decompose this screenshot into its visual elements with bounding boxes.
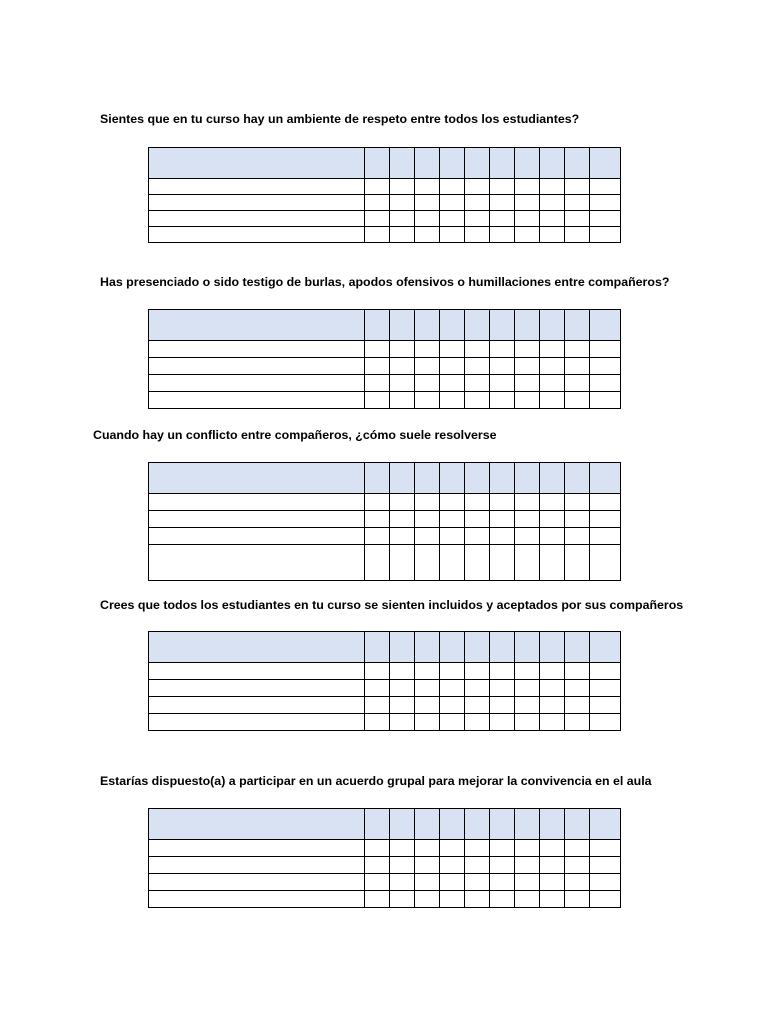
table-row: [149, 195, 621, 211]
response-table-5: [148, 808, 621, 908]
question-2-text: Has presenciado o sido testigo de burlas, apodos ofensivos o humillaciones entre compañeros?: [100, 275, 670, 289]
table-row: [149, 358, 621, 375]
table-row: [149, 227, 621, 243]
table-header-row: [149, 632, 621, 663]
table-row: [149, 857, 621, 874]
table-row: [149, 528, 621, 545]
table-row: [149, 545, 621, 581]
table-row: [149, 891, 621, 908]
question-4-text: Crees que todos los estudiantes en tu curso se sienten incluidos y aceptados por sus compañeros: [100, 598, 684, 612]
response-table-1: [148, 147, 621, 243]
table-row: [149, 375, 621, 392]
table-row: [149, 211, 621, 227]
table-row: [149, 511, 621, 528]
table-header-row: [149, 463, 621, 494]
table-row: [149, 874, 621, 891]
table-row: [149, 714, 621, 731]
table-row: [149, 392, 621, 409]
table-header-row: [149, 809, 621, 840]
table-row: [149, 697, 621, 714]
table-row: [149, 663, 621, 680]
table-row: [149, 179, 621, 195]
table-row: [149, 680, 621, 697]
response-table-4: [148, 631, 621, 731]
table-header-row: [149, 148, 621, 179]
table-header-row: [149, 310, 621, 341]
question-3-text: Cuando hay un conflicto entre compañeros, ¿cómo suele resolverse: [93, 428, 497, 442]
table-row: [149, 494, 621, 511]
response-table-2: [148, 309, 621, 409]
question-1-text: Sientes que en tu curso hay un ambiente de respeto entre todos los estudiantes?: [100, 112, 580, 126]
table-row: [149, 840, 621, 857]
question-5-text: Estarías dispuesto(a) a participar en un acuerdo grupal para mejorar la convivencia en el aula: [100, 774, 652, 788]
table-row: [149, 341, 621, 358]
response-table-3: [148, 462, 621, 581]
